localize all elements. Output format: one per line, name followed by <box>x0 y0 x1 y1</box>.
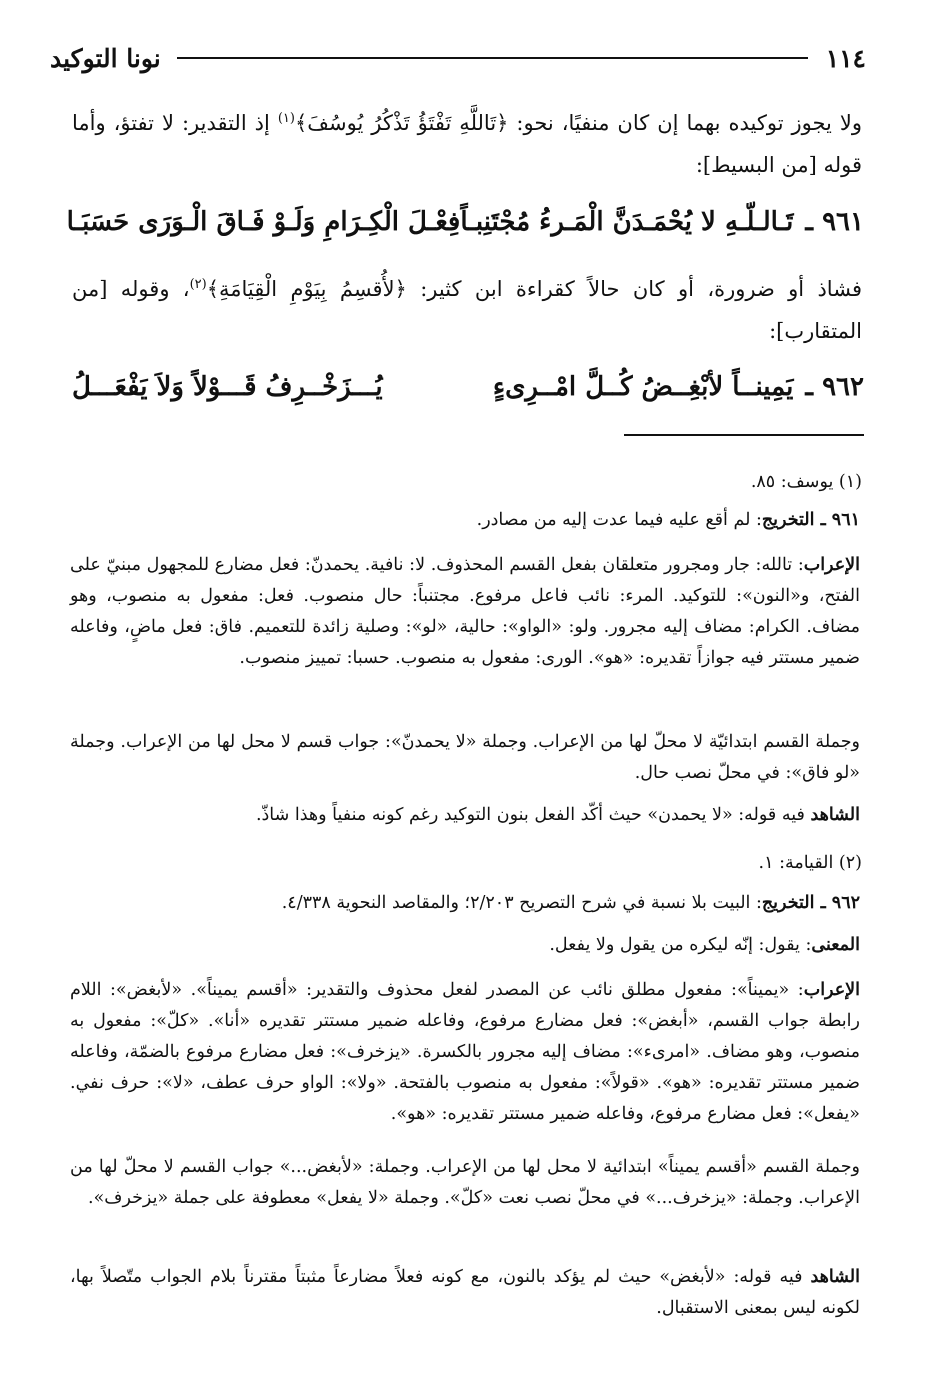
shahid-961-text: فيه قوله: «لا يحمدن» حيث أكّد الفعل بنون التوكيد رغم كونه منفياً وهذا شاذّ. <box>255 805 811 825</box>
takhrij-962-text: : البيت بلا نسبة في شرح التصريح ٢/٢٠٣؛ والمقاصد النحوية ٤/٣٣٨. <box>281 893 762 913</box>
page-header <box>50 38 866 78</box>
irab-962 <box>70 975 860 1130</box>
irab-962-label: الإعراب <box>803 980 860 1000</box>
jumal-962: وجملة القسم «أقسم يميناً» ابتدائية لا محل لها من الإعراب. وجملة: «لأبغض...» جواب القسم لا محلّ لها من الإعراب. وجملة: «يزخرف...» في محلّ نصب نعت «كلّ». وجملة «لا يفعل» معطوفة على جملة «يزخرف». <box>70 1157 860 1208</box>
shahid-961 <box>70 800 860 831</box>
verse-962-number: ٩٦٢ ـ <box>805 372 864 402</box>
footnote-ref-1[interactable]: (١) <box>277 111 295 126</box>
mana-962-label: المعنى <box>811 935 860 955</box>
mana-962 <box>70 930 860 961</box>
paragraph-1 <box>72 98 862 186</box>
verse-962-first-hemistich <box>493 372 864 402</box>
footnote-ref-2[interactable]: (٢) <box>189 277 207 292</box>
irab-962-text: : «يميناً»: مفعول مطلق نائب عن المصدر لفعل محذوف والتقدير: «أقسم يميناً». «لأبغض»: اللام رابطة جواب القسم، «أبغض»: فعل مضارع مرفوع، وفاعله ضمير مستتر تقديره «أنا». «كلّ»: مفعول به منصوب، وهو مضاف. «امرىء»: مضاف إليه مجرور بالكسرة. «يزخرف»: فعل مضارع مرفوع بالضمّة، وفاعله ضمير مستتر تقديره: «هو». «قولاً»: مفعول به منصوب بالفتحة. «ولا»: الواو حرف عطف، «لا»: حرف نفي. «يفعل»: فعل مضارع مرفوع، وفاعله ضمير مستتر تقديره: «هو». <box>70 980 860 1124</box>
verse-962-second-hemistich: يُـــزَخْــرِفُ قَـــوْلاً وَلاَ يَفْعَـــلُ <box>72 372 383 402</box>
verse-962 <box>72 365 864 409</box>
paragraph-1-text: ولا يجوز توكيده بهما إن كان منفيًا، نحو: ﴿تَاللَّهِ تَفْتَؤُ تَذْكُرُ يُوسُفَ﴾ <box>294 111 862 135</box>
header-rule <box>177 57 808 59</box>
irab-961-label: الإعراب <box>803 555 860 575</box>
takhrij-962 <box>70 888 860 919</box>
takhrij-961-text: : لم أقع عليه فيما عدت إليه من مصادر. <box>476 510 762 530</box>
paragraph-1-end: إذ التقدير: لا تفتؤ، وأما قوله [من البسيط]: <box>72 111 862 177</box>
takhrij-961 <box>70 505 860 536</box>
paragraph-2 <box>72 264 862 352</box>
irab-961 <box>70 550 860 674</box>
jumal-961: وجملة القسم ابتدائيّة لا محلّ لها من الإعراب. وجملة «لا يحمدنّ»: جواب قسم لا محل لها من الإعراب. وجملة «لو فاق»: في محلّ نصب حال. <box>70 732 860 783</box>
shahid-962-text: فيه قوله: «لأبغض» حيث لم يؤكد بالنون، مع كونه فعلاً مضارعاً مثبتاً مقترناً بلام الجواب متّصلاً بها، لكونه ليس بمعنى الاستقبال. <box>70 1267 860 1318</box>
footnote-1: (١) يوسف: ٨٥. <box>750 472 862 492</box>
verse-961-number: ٩٦١ ـ <box>805 207 864 237</box>
verse-961-first-hemistich <box>460 207 864 237</box>
footnote-2: (٢) القيامة: ١. <box>758 853 862 873</box>
shahid-962-label: الشاهد <box>810 1267 860 1287</box>
verse-962-h1-text: يَمِينــاً لأبْغِــضُ كُــلَّ امْــرِىءٍ <box>492 372 794 402</box>
takhrij-961-label: ٩٦١ ـ التخريج <box>761 510 860 530</box>
verse-961 <box>66 200 864 244</box>
irab-961-text: : تالله: جار ومجرور متعلقان بفعل القسم المحذوف. لا: نافية. يحمدنّ: فعل مضارع للمجهول مبنيّ على الفتح، و«النون»: للتوكيد. المرء: نائب فاعل مرفوع. مجتنباً: حال منصوب. فعل: مفعول به منصوب، وهو مضاف. الكرام: مضاف إليه مجرور. ولو: «الواو»: حالية، «لو»: وصلية زائدة للتعميم. فاق: فعل ماضٍ، وفاعله ضمير مستتر فيه جوازاً تقديره: «هو». الورى: مفعول به منصوب. حسبا: تمييز منصوب. <box>70 555 860 668</box>
mana-962-text: : يقول: إنّه ليكره من يقول ولا يفعل. <box>549 935 812 955</box>
footnote-separator <box>624 434 864 436</box>
verse-961-second-hemistich: فِعْـلَ الْكِـرَامِ وَلَـوْ فَـاقَ الْـوَرَى حَسَبَـا <box>66 207 461 237</box>
verse-961-h1-text: تَـالـلّـهِ لا يُحْمَـدَنَّ الْمَـرءُ مُجْتَنِبـاً <box>460 207 794 237</box>
paragraph-2-text: فشاذ أو ضرورة، أو كان حالاً كقراءة ابن كثير: ﴿لأُقسِمُ بِيَوْمِ الْقِيَامَةِ﴾ <box>206 277 862 301</box>
takhrij-962-label: ٩٦٢ ـ التخريج <box>761 893 860 913</box>
paragraph-2-end: ، وقوله [من المتقارب]: <box>72 277 862 343</box>
shahid-962 <box>70 1262 860 1324</box>
shahid-961-label: الشاهد <box>810 805 860 825</box>
running-title: نونا التوكيد <box>50 43 161 73</box>
page-number: ١١٤ <box>825 43 866 73</box>
